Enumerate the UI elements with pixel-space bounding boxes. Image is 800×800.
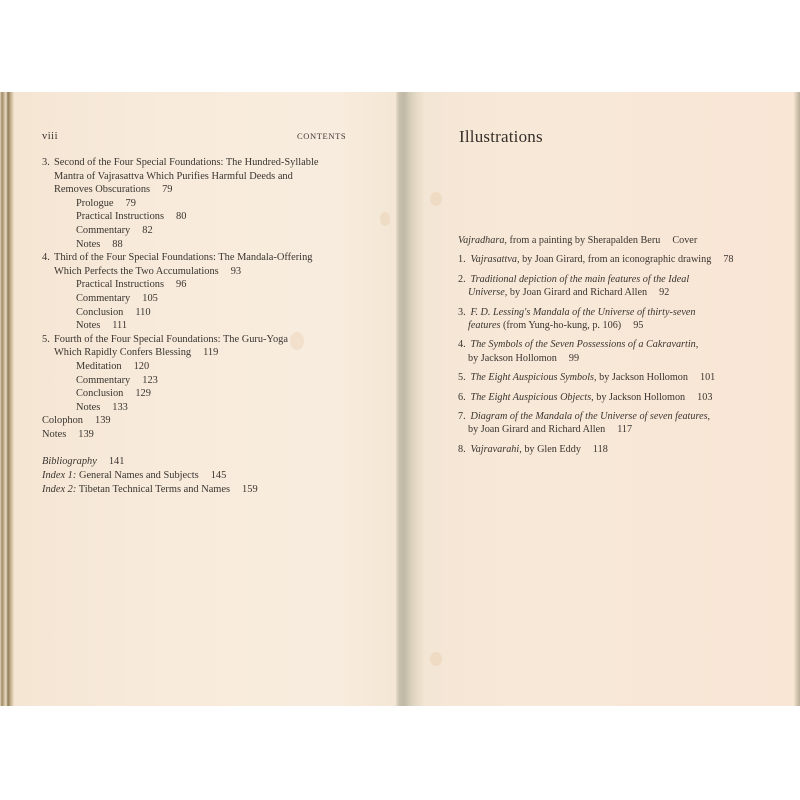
page-number: 123	[142, 374, 158, 386]
running-head: CONTENTS	[297, 131, 347, 141]
chapter-title: Removes Obscurations	[54, 184, 151, 196]
book-spine-gutter	[396, 92, 426, 706]
toc-chapter	[42, 156, 362, 251]
chapter-title: Which Rapidly Confers Blessing	[54, 347, 192, 359]
page-number: 139	[78, 428, 94, 440]
paper-stain	[380, 212, 390, 226]
page-number: 139	[95, 415, 111, 427]
page-number: 117	[617, 424, 633, 436]
page-number: 96	[176, 279, 187, 291]
toc-subentry: Meditation 120	[76, 360, 150, 372]
page-number: 101	[699, 372, 716, 384]
toc-subentry: Prologue 79	[76, 197, 136, 209]
page-number: 82	[142, 224, 153, 236]
page-number: 159	[242, 483, 258, 495]
toc-subentry: Conclusion 110	[76, 306, 151, 318]
page-edges-left	[0, 92, 14, 706]
toc-subentry: Notes 88	[76, 238, 123, 250]
page-number: 93	[230, 265, 242, 277]
toc-entry-index-1: Index 1: General Names and Subjects 145	[42, 470, 227, 482]
page-number: 133	[112, 401, 128, 413]
page-number: 92	[659, 287, 670, 299]
page-folio: viii	[42, 131, 59, 142]
chapter-title: Which Perfects the Two Accumulations	[54, 265, 219, 277]
page-number: 79	[162, 184, 173, 196]
illustration-entry: 4. The Symbols of the Seven Possessions of a Cakravartin, by Jackson Hollomon 99	[458, 339, 699, 364]
page-number: 95	[633, 320, 644, 332]
page-number: 105	[142, 292, 158, 304]
chapter-number: 4.	[42, 252, 50, 264]
chapter-title: Fourth of the Four Special Foundations: The Guru-Yoga	[54, 333, 288, 345]
toc-subentry: Notes 133	[76, 401, 128, 413]
toc-subentry: Notes 111	[76, 320, 128, 332]
toc-subentry: Commentary 123	[76, 374, 158, 386]
illustrations-list	[458, 234, 758, 462]
paper-stain	[430, 652, 442, 666]
illustration-entry: 6. The Eight Auspicious Objects, by Jackson Hollomon 103	[458, 391, 713, 403]
table-of-contents	[42, 156, 362, 496]
toc-chapter	[42, 333, 362, 415]
page-number: 79	[125, 197, 136, 209]
page-number: Cover	[672, 235, 698, 246]
chapter-number: 5.	[42, 333, 50, 345]
chapter-number: 3.	[42, 157, 50, 168]
page-number: 99	[568, 352, 580, 364]
toc-entry-colophon: Colophon 139	[42, 415, 111, 427]
illustration-entry: 7. Diagram of the Mandala of the Universe of seven features, by Joan Girard and Richard Allen 117	[458, 411, 711, 436]
illustration-entry: 8. Vajravarahi, by Glen Eddy 118	[458, 443, 608, 455]
chapter-title: Second of the Four Special Foundations: The Hundred-Syllable	[54, 157, 319, 168]
page-number: 119	[203, 347, 219, 359]
page-number: 88	[112, 238, 123, 250]
paper-stain	[430, 192, 442, 206]
toc-chapter	[42, 251, 362, 333]
toc-subentry: Practical Instructions 96	[76, 279, 187, 291]
page-number: 118	[592, 443, 608, 455]
toc-subentry: Practical Instructions 80	[76, 211, 187, 223]
chapter-title: Third of the Four Special Foundations: The Mandala-Offering	[54, 252, 313, 264]
toc-subentry: Commentary 105	[76, 292, 158, 304]
page-title: Illustrations	[459, 127, 543, 146]
illustration-entry: 1. Vajrasattva, by Joan Girard, from an iconographic drawing 78	[458, 254, 734, 266]
illustration-entry: Vajradhara, from a painting by Sherapalden Beru Cover	[458, 235, 698, 246]
chapter-title: Mantra of Vajrasattva Which Purifies Harmful Deeds and	[54, 170, 293, 182]
illustration-entry: 5. The Eight Auspicious Symbols, by Jackson Hollomon 101	[458, 372, 716, 384]
toc-entry-bibliography: Bibliography 141	[42, 456, 125, 468]
toc-entry-notes: Notes 139	[42, 428, 94, 440]
page-number: 141	[108, 456, 125, 468]
page-number: 129	[135, 388, 151, 400]
page-number: 78	[723, 254, 734, 266]
page-number: 110	[135, 306, 151, 318]
page-number: 120	[133, 360, 150, 372]
toc-subentry: Conclusion 129	[76, 388, 151, 400]
page-edges-right	[794, 92, 800, 706]
illustration-entry: 3. F. D. Lessing's Mandala of the Universe of thirty-seven features (from Yung-ho-kung, p. 106) 95	[458, 306, 696, 332]
page-number: 80	[176, 211, 187, 223]
page-number: 103	[697, 391, 713, 403]
page-number: 145	[210, 470, 227, 482]
toc-entry-index-2: Index 2: Tibetan Technical Terms and Names 159	[42, 483, 258, 495]
illustration-entry: 2. Traditional depiction of the main features of the Ideal Universe, by Joan Girard and Richard Allen 92	[458, 273, 690, 299]
toc-subentry: Commentary 82	[76, 224, 153, 236]
page-number: 111	[112, 320, 128, 332]
